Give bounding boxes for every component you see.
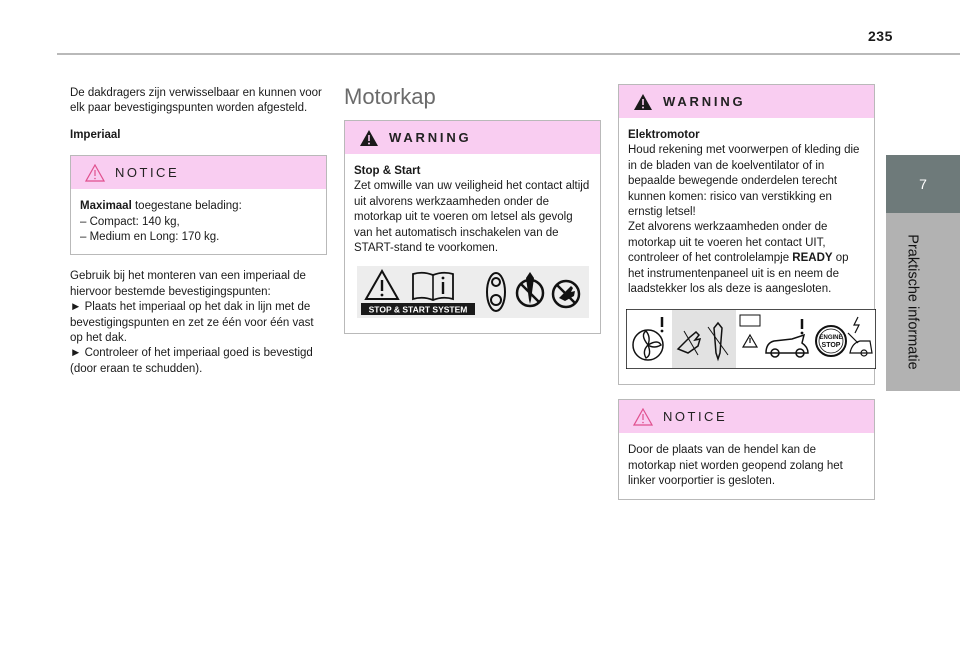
notice-body xyxy=(71,189,326,254)
step-item: ► Controleer of het imperiaal goed is bevestigd (door eraan te schudden). xyxy=(70,347,313,375)
warning-header xyxy=(619,85,874,118)
notice-label: NOTICE xyxy=(663,409,728,425)
chapter-tab[interactable]: 7 xyxy=(886,155,960,213)
notice-body xyxy=(619,433,874,498)
caution-triangle-icon xyxy=(85,164,105,182)
notice-label: NOTICE xyxy=(115,165,180,181)
engine-label: ENGINE xyxy=(819,335,843,342)
caution-triangle-icon xyxy=(633,408,653,426)
notice-item: – Compact: 140 kg, xyxy=(80,215,180,228)
notice-box xyxy=(70,155,327,255)
warning-triangle-icon xyxy=(359,129,379,147)
ready-label: READY xyxy=(792,252,833,265)
notice-text: toegestane belading: xyxy=(131,200,242,213)
chapter-bar xyxy=(886,213,960,391)
intro-paragraph: De dakdragers zijn verwisselbaar en kunnen voor elk paar bevestigingspunten worden afgesteld. xyxy=(70,87,322,115)
warning-label: WARNING xyxy=(663,93,746,109)
warning-text-2: Zet alvorens werkzaamheden onder de motorkap uit te voeren het contact UIT, controleer of het controlelampje READY op het instrumentenpaneel uit is en neem de laadstekker los als deze is aangesloten. xyxy=(628,221,849,296)
warning-body xyxy=(345,154,600,333)
warning-heading: Elektromotor xyxy=(628,129,700,141)
body-intro: Gebruik bij het monteren van een imperiaal de hiervoor bestemde bevestigingspunten: xyxy=(70,270,306,298)
notice-item: – Medium en Long: 170 kg. xyxy=(80,231,220,244)
warning-box-electric xyxy=(618,84,875,385)
notice-header xyxy=(619,400,874,433)
step-item: ► Plaats het imperiaal op het dak in lijn met de bevestigingspunten en zet ze één voor één vast op het dak. xyxy=(70,301,314,345)
notice-header xyxy=(71,156,326,189)
page-number: 235 xyxy=(868,28,893,44)
column-3 xyxy=(618,84,875,500)
chapter-title: Praktische informatie xyxy=(905,234,922,370)
stop-start-badge: STOP & START SYSTEM xyxy=(368,304,467,315)
electric-motor-icon-strip xyxy=(626,309,876,369)
warning-text-1: Houd rekening met voorwerpen of kleding die in de bladen van de koelventilator of in bepaalde bewegende onderdelen terecht kunnen komen: risico van verstikking en ernstig letsel! xyxy=(628,144,860,219)
warning-body xyxy=(619,118,874,384)
section-title-motorkap: Motorkap xyxy=(344,84,436,109)
warning-triangle-icon xyxy=(633,93,653,111)
section-heading-imperiaal: Imperiaal xyxy=(70,128,121,141)
stop-label: STOP xyxy=(821,342,841,350)
warning-heading: Stop & Start xyxy=(354,165,421,177)
warning-box xyxy=(344,120,601,334)
notice-box xyxy=(618,399,875,499)
column-2 xyxy=(344,84,601,334)
warning-text: Zet omwille van uw veiligheid het contact altijd uit alvorens werkzaamheden onder de motorkap uit te voeren om letsel als gevolg van het automatisch inschakelen van de START-stand te voorkomen. xyxy=(354,180,590,255)
notice-bold: Maximaal xyxy=(80,200,132,213)
header-rule xyxy=(57,53,960,55)
notice-text: Door de plaats van de hendel kan de motorkap niet worden geopend zolang het linker voorportier is gesloten. xyxy=(628,444,843,488)
column-1 xyxy=(70,86,327,377)
stop-start-icon-strip xyxy=(357,266,589,318)
warning-header xyxy=(345,121,600,154)
warning-label: WARNING xyxy=(389,129,472,145)
